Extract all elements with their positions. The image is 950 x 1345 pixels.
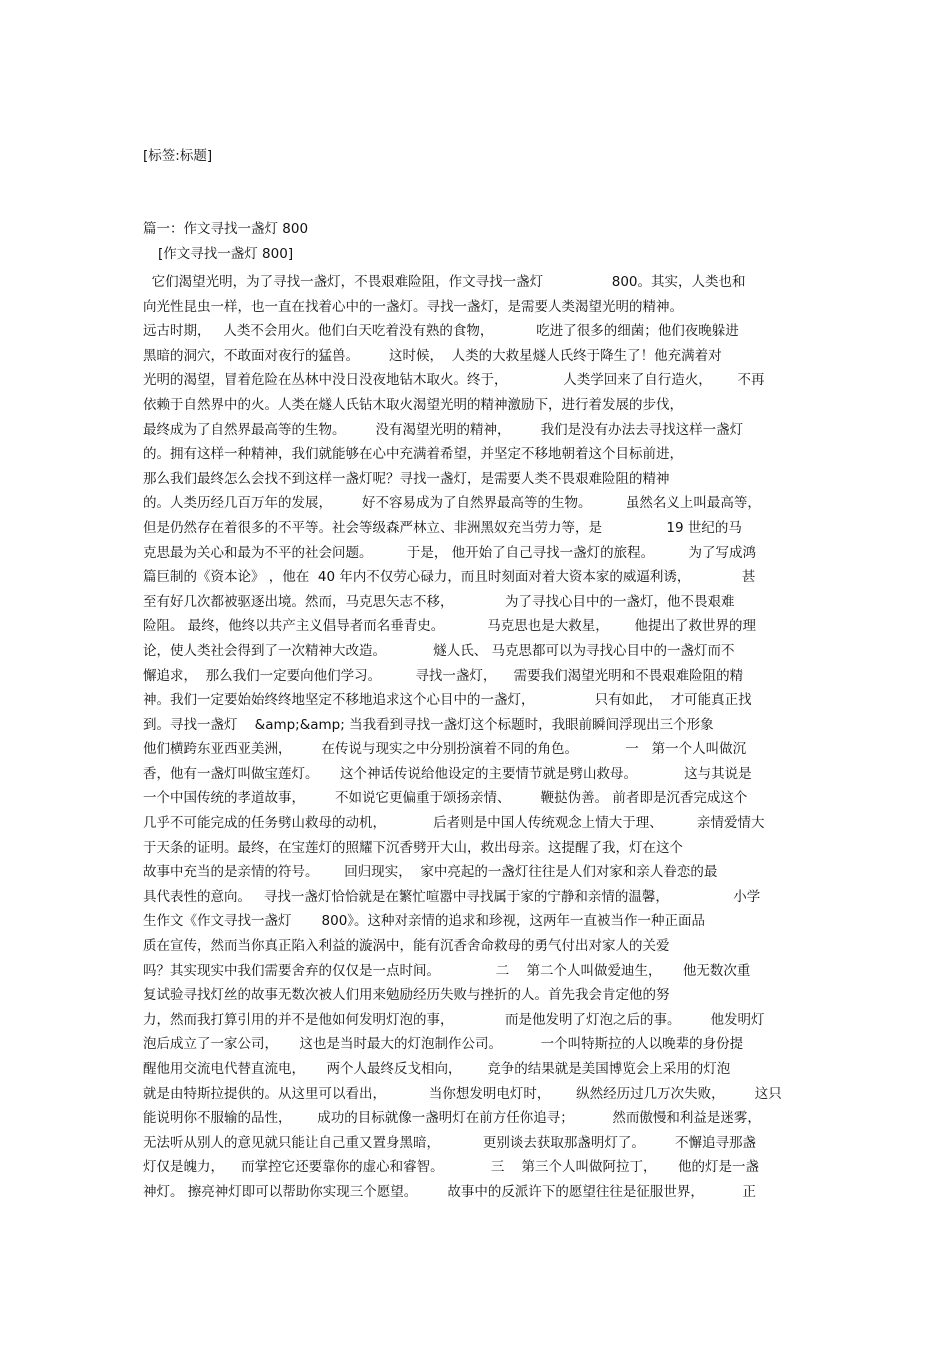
body-line: 神。我们一定要始始终终地坚定不移地追求这个心目中的一盏灯， 只有如此， 才可能真正找: [143, 692, 752, 709]
tag-line: [标签:标题]: [143, 148, 213, 164]
body-line: 依赖于自然界中的火。人类在燧人氏钻木取火渴望光明的精神激励下，进行着发展的步伐，: [143, 396, 683, 413]
body-line: 生作文《作文寻找一盏灯 800》。这种对亲情的追求和珍视，这两年一直被当作一种正面品: [143, 913, 706, 930]
body-line: 神灯。 擦亮神灯即可以帮助你实现三个愿望。 故事中的反派许下的愿望往往是征服世界， 正: [143, 1183, 756, 1200]
body-line: 懈追求， 那么我们一定要向他们学习。 寻找一盏灯， 需要我们渴望光明和不畏艰难险阻的精: [143, 667, 744, 684]
body-line: 故事中充当的是亲情的符号。 回归现实， 家中亮起的一盏灯往往是人们对家和亲人眷恋的最: [143, 864, 718, 881]
essay-title: 篇一：作文寻找一盏灯 800: [143, 221, 309, 237]
body-line: 那么我们最终怎么会找不到这样一盏灯呢？寻找一盏灯，是需要人类不畏艰难险阻的精神: [143, 470, 670, 487]
body-line: 醒他用交流电代替直流电， 两个人最终反戈相向， 竞争的结果就是美国博览会上采用的灯泡: [143, 1061, 731, 1077]
body-line: 几乎不可能完成的任务劈山救母的动机， 后者则是中国人传统观念上情大于理、 亲情爱情大: [143, 815, 765, 832]
body-line: 吗？其实现实中我们需要舍弃的仅仅是一点时间。 二 第二个人叫做爱迪生， 他无数次重: [143, 962, 751, 979]
body-line: 质在宣传，然而当你真正陷入利益的漩涡中，能有沉香舍命救母的勇气付出对家人的关爱: [143, 938, 670, 955]
body-line: 他们横跨东亚西亚美洲， 在传说与现实之中分别扮演着不同的角色。 一 第一个人叫做沉: [143, 741, 747, 758]
body-line: 论，使人类社会得到了一次精神大改造。 燧人氏、 马克思都可以为寻找心目中的一盏灯而不: [143, 642, 735, 659]
body-line: 最终成为了自然界最高等的生物。 没有渴望光明的精神， 我们是没有办法去寻找这样一盏灯: [143, 421, 744, 438]
body-line: 但是仍然存在着很多的不平等。社会等级森严林立、非洲黑奴充当劳力等，是 19 世纪的马: [143, 519, 742, 536]
body-line: 的。拥有这样一种精神，我们就能够在心中充满着希望，并坚定不移地朝着这个目标前进，: [143, 446, 683, 463]
body-line: 力，然而我打算引用的并不是他如何发明灯泡的事， 而是他发明了灯泡之后的事。 他发明灯: [143, 1011, 765, 1028]
body-line: 泡后成立了一家公司， 这也是当时最大的灯泡制作公司。 一个叫特斯拉的人以晚辈的身份提: [143, 1036, 744, 1053]
body-line: 远古时期， 人类不会用火。他们白天吃着没有熟的食物， 吃进了很多的细菌；他们夜晚躲进: [143, 323, 739, 340]
body-line: 到。寻找一盏灯 &amp;&amp; 当我看到寻找一盏灯这个标题时，我眼前瞬间浮现出三个形象: [143, 716, 714, 733]
body-line: 险阻。 最终，他终以共产主义倡导者而名垂青史。 马克思也是大救星， 他提出了救世界的理: [143, 618, 756, 635]
body-line: 于天条的证明。最终，在宝莲灯的照耀下沉香劈开大山，救出母亲。这提醒了我，灯在这个: [143, 839, 683, 856]
body-line: 至有好几次都被驱逐出境。然而，马克思矢志不移， 为了寻找心目中的一盏灯，他不畏艰难: [143, 593, 735, 610]
body-line: 能说明你不服输的品性， 成功的目标就像一盏明灯在前方任你追寻； 然而傲慢和利益是迷雾，: [143, 1110, 761, 1127]
body-line: 光明的渴望，冒着危险在丛林中没日没夜地钻木取火。终于， 人类学回来了自行造火， 不再: [143, 372, 765, 389]
body-line: 香，他有一盏灯叫做宝莲灯。 这个神话传说给他设定的主要情节就是劈山救母。 这与其说是: [143, 765, 752, 782]
body-line: 具代表性的意向。 寻找一盏灯恰恰就是在繁忙喧嚣中寻找属于家的宁静和亲情的温馨， 小学: [143, 888, 761, 905]
body-line: 灯仅是魄力， 而掌控它还要靠你的虚心和睿智。 三 第三个人叫做阿拉丁， 他的灯是一盏: [143, 1159, 759, 1176]
body-line: 一个中国传统的孝道故事， 不如说它更偏重于颂扬亲情、 鞭挞伪善。 前者即是沉香完成这个: [143, 790, 748, 807]
body-line: 就是由特斯拉提供的。从这里可以看出， 当你想发明电灯时， 纵然经历过几万次失败， 这只: [143, 1085, 782, 1102]
essay-body: [143, 270, 813, 1205]
body-line: 无法听从别人的意见就只能让自己重又置身黑暗， 更别谈去获取那盏明灯了。 不懈追寻那盏: [143, 1134, 756, 1151]
body-line: 的。人类历经几百万年的发展， 好不容易成为了自然界最高等的生物。 虽然名义上叫最高等，: [143, 495, 761, 512]
essay-subtitle: [作文寻找一盏灯 800]: [158, 246, 294, 262]
body-line: 克思最为关心和最为不平的社会问题。 于是， 他开始了自己寻找一盏灯的旅程。 为了写成鸿: [143, 544, 756, 561]
body-line: 篇巨制的《资本论》 ，他在 40 年内不仅劳心碌力，而且时刻面对着大资本家的威逼利诱， 甚: [143, 569, 756, 586]
body-line: 复试验寻找灯丝的故事无数次被人们用来勉励经历失败与挫折的人。首先我会肯定他的努: [143, 987, 670, 1004]
body-line: 它们渴望光明，为了寻找一盏灯，不畏艰难险阻，作文寻找一盏灯 800。其实，人类也和: [143, 274, 746, 290]
body-line: 黑暗的洞穴，不敢面对夜行的猛兽。 这时候， 人类的大救星燧人氏终于降生了！他充满着对: [143, 347, 722, 364]
body-line: 向光性昆虫一样，也一直在找着心中的一盏灯。寻找一盏灯，是需要人类渴望光明的精神。: [143, 298, 683, 315]
